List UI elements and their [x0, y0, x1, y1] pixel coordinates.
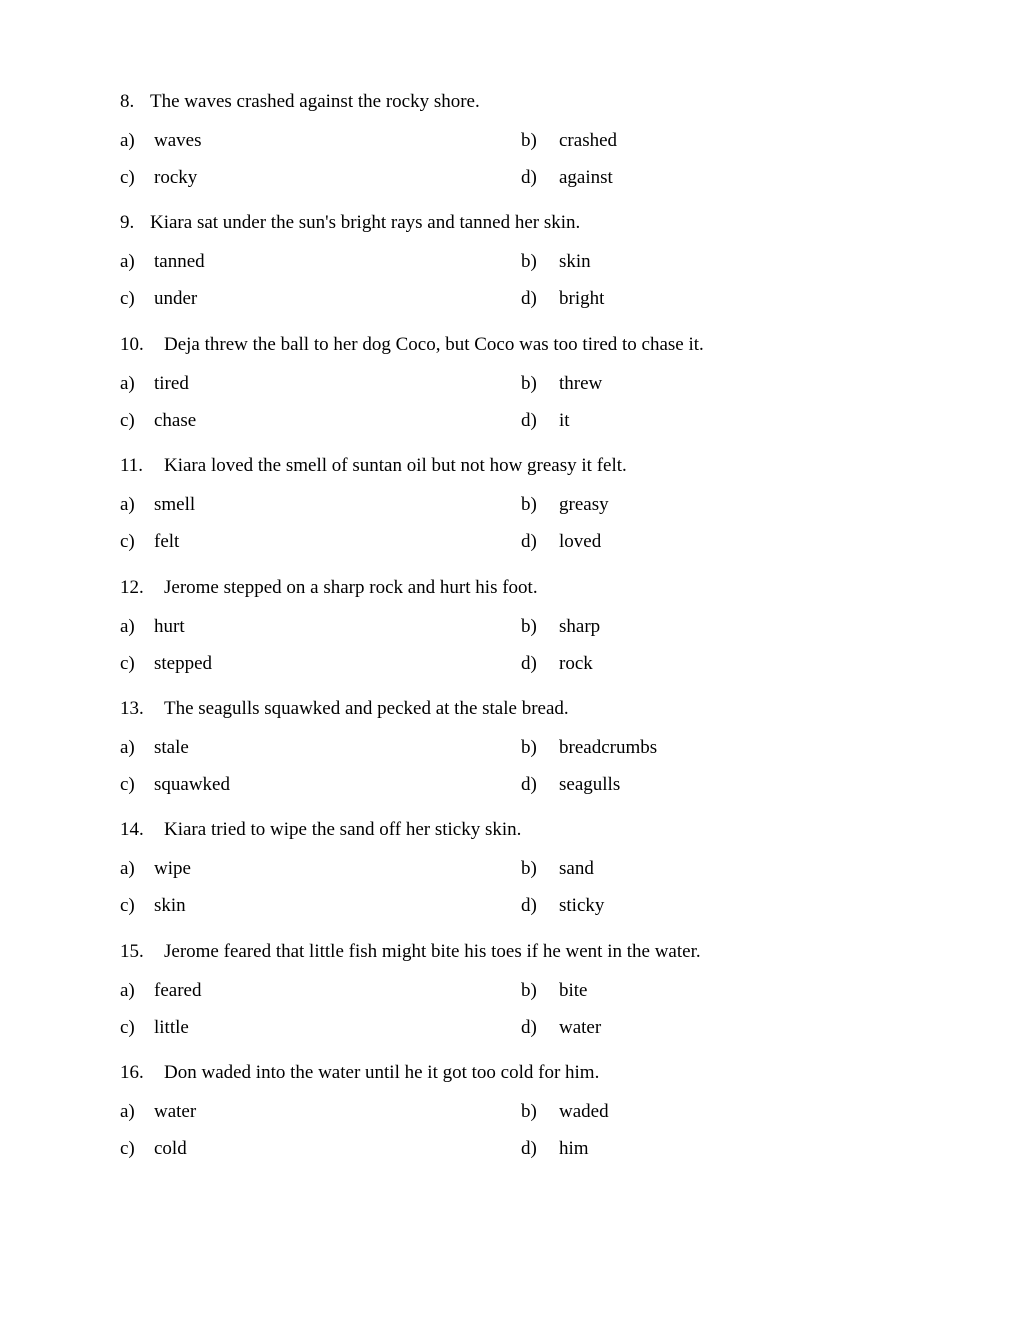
option-letter: a)	[120, 372, 135, 394]
option-text: little	[154, 1016, 189, 1038]
answer-option	[521, 1100, 609, 1124]
answer-row	[0, 409, 1024, 433]
answer-option	[521, 372, 602, 396]
option-letter: d)	[521, 1138, 537, 1160]
option-text: greasy	[559, 494, 609, 516]
answer-row	[0, 493, 1024, 517]
option-text: squawked	[154, 773, 230, 795]
answer-option	[521, 857, 594, 881]
answer-option	[120, 493, 195, 517]
answer-row	[0, 166, 1024, 190]
question-item	[0, 934, 1024, 1055]
option-text: it	[559, 409, 570, 431]
answer-option	[120, 857, 191, 881]
option-text: threw	[559, 372, 603, 394]
option-letter: c)	[120, 1016, 135, 1038]
answer-option	[120, 615, 185, 639]
option-letter: a)	[120, 615, 135, 637]
answer-option	[521, 894, 604, 918]
option-letter: b)	[521, 251, 537, 273]
option-text: bite	[559, 979, 588, 1001]
option-text: him	[559, 1138, 589, 1160]
answer-row	[0, 652, 1024, 676]
option-text: seagulls	[559, 773, 621, 795]
option-text: chase	[154, 409, 197, 431]
question-item	[0, 205, 1024, 326]
option-text: water	[559, 1016, 602, 1038]
question-line	[120, 333, 704, 357]
answer-option	[120, 287, 197, 311]
question-sentence: The waves crashed against the rocky shore.	[150, 91, 480, 112]
option-text: sticky	[559, 895, 605, 917]
question-number: 14.	[120, 819, 144, 841]
answer-option	[120, 773, 230, 797]
question-sentence: Kiara loved the smell of suntan oil but not how greasy it felt.	[164, 455, 627, 477]
answer-option	[120, 652, 212, 676]
option-letter: a)	[120, 858, 135, 880]
option-letter: c)	[120, 409, 135, 431]
question-line	[120, 697, 569, 721]
question-number: 8.	[120, 91, 135, 112]
option-letter: b)	[521, 494, 537, 516]
question-sentence: Jerome feared that little fish might bite his toes if he went in the water.	[164, 940, 701, 962]
question-sentence: Kiara sat under the sun's bright rays and tanned her skin.	[150, 212, 581, 234]
question-item	[0, 570, 1024, 691]
option-letter: b)	[521, 372, 537, 394]
option-text: skin	[559, 251, 591, 273]
answer-option	[120, 894, 186, 918]
option-letter: d)	[521, 773, 537, 795]
option-letter: d)	[521, 531, 537, 553]
option-letter: a)	[120, 130, 135, 151]
option-letter: a)	[120, 736, 135, 758]
answer-row	[0, 372, 1024, 396]
answer-row	[0, 736, 1024, 760]
answer-option	[120, 166, 197, 190]
answer-row	[0, 287, 1024, 311]
option-letter: d)	[521, 895, 537, 917]
option-letter: a)	[120, 1101, 135, 1123]
question-number: 11.	[120, 455, 144, 477]
option-letter: c)	[120, 652, 135, 674]
answer-row	[0, 1100, 1024, 1124]
answer-option	[521, 1016, 601, 1040]
answer-option	[521, 773, 620, 797]
question-item	[0, 1055, 1024, 1176]
option-text: loved	[559, 531, 602, 553]
option-text: smell	[154, 494, 196, 516]
answer-option	[521, 530, 601, 554]
question-line	[120, 818, 521, 842]
question-number: 12.	[120, 576, 144, 598]
answer-option	[521, 129, 617, 153]
answer-option	[120, 979, 201, 1003]
option-text: rocky	[154, 167, 198, 188]
answer-option	[521, 1137, 589, 1161]
answer-option	[120, 1137, 187, 1161]
option-letter: b)	[521, 858, 537, 880]
option-text: against	[559, 167, 613, 188]
answer-option	[521, 979, 588, 1003]
question-item	[0, 812, 1024, 933]
option-text: cold	[154, 1138, 187, 1160]
question-item	[0, 327, 1024, 448]
answer-row	[0, 1137, 1024, 1161]
answer-option	[120, 129, 201, 153]
option-text: under	[154, 288, 198, 310]
option-text: skin	[154, 895, 186, 917]
option-letter: c)	[120, 167, 135, 188]
option-letter: c)	[120, 1138, 135, 1160]
answer-option	[521, 409, 570, 433]
answer-row	[0, 894, 1024, 918]
question-number: 15.	[120, 940, 144, 962]
question-sentence: Deja threw the ball to her dog Coco, but Coco was too tired to chase it.	[164, 333, 704, 355]
option-letter: a)	[120, 494, 135, 516]
question-number: 13.	[120, 697, 144, 719]
option-letter: b)	[521, 615, 537, 637]
answer-row	[0, 530, 1024, 554]
option-text: hurt	[154, 615, 185, 637]
question-sentence: Kiara tried to wipe the sand off her sticky skin.	[164, 819, 522, 841]
option-text: tired	[154, 372, 189, 394]
option-text: waded	[559, 1101, 609, 1123]
option-text: crashed	[559, 130, 618, 151]
question-line	[120, 90, 480, 114]
answer-option	[120, 250, 205, 274]
question-item	[0, 448, 1024, 569]
option-letter: b)	[521, 736, 537, 758]
option-letter: a)	[120, 251, 135, 273]
option-text: bright	[559, 288, 605, 310]
question-item	[0, 84, 1024, 205]
option-letter: c)	[120, 773, 135, 795]
option-letter: d)	[521, 1016, 537, 1038]
option-text: water	[154, 1101, 197, 1123]
option-letter: d)	[521, 288, 537, 310]
answer-row	[0, 773, 1024, 797]
answer-option	[521, 250, 591, 274]
option-text: sand	[559, 858, 594, 880]
option-letter: d)	[521, 167, 537, 188]
option-text: sharp	[559, 615, 601, 637]
option-text: tanned	[154, 251, 205, 273]
option-text: wipe	[154, 858, 191, 880]
answer-option	[120, 372, 189, 396]
answer-option	[120, 1016, 189, 1040]
question-number: 16.	[120, 1062, 144, 1084]
option-text: rock	[559, 652, 593, 674]
answer-row	[0, 1016, 1024, 1040]
option-text: felt	[154, 531, 180, 553]
question-line	[120, 940, 701, 964]
answer-option	[120, 1100, 196, 1124]
option-letter: c)	[120, 531, 135, 553]
option-letter: b)	[521, 979, 537, 1001]
answer-row	[0, 129, 1024, 153]
worksheet-page	[0, 84, 1024, 1177]
answer-row	[0, 615, 1024, 639]
option-text: stale	[154, 736, 189, 758]
option-letter: d)	[521, 652, 537, 674]
option-letter: c)	[120, 895, 135, 917]
answer-row	[0, 250, 1024, 274]
question-number: 10.	[120, 333, 144, 355]
question-item	[0, 691, 1024, 812]
option-letter: c)	[120, 288, 135, 310]
option-text: stepped	[154, 652, 213, 674]
answer-option	[521, 736, 657, 760]
answer-option	[120, 736, 189, 760]
option-letter: a)	[120, 979, 135, 1001]
question-line	[120, 576, 538, 600]
question-line	[120, 211, 580, 235]
answer-option	[521, 615, 600, 639]
question-line	[120, 1061, 599, 1085]
answer-option	[521, 166, 613, 190]
question-sentence: Don waded into the water until he it got too cold for him.	[164, 1062, 600, 1084]
option-letter: b)	[521, 1101, 537, 1123]
question-line	[120, 454, 627, 478]
option-letter: d)	[521, 409, 537, 431]
option-text: breadcrumbs	[559, 736, 658, 758]
answer-option	[521, 493, 609, 517]
answer-row	[0, 979, 1024, 1003]
option-text: feared	[154, 979, 202, 1001]
question-sentence: The seagulls squawked and pecked at the stale bread.	[164, 697, 569, 719]
answer-option	[120, 409, 196, 433]
answer-option	[521, 287, 604, 311]
option-letter: b)	[521, 130, 537, 151]
answer-option	[521, 652, 593, 676]
option-text: waves	[154, 130, 202, 151]
question-sentence: Jerome stepped on a sharp rock and hurt his foot.	[164, 576, 538, 598]
answer-option	[120, 530, 179, 554]
question-number: 9.	[120, 212, 135, 234]
answer-row	[0, 857, 1024, 881]
